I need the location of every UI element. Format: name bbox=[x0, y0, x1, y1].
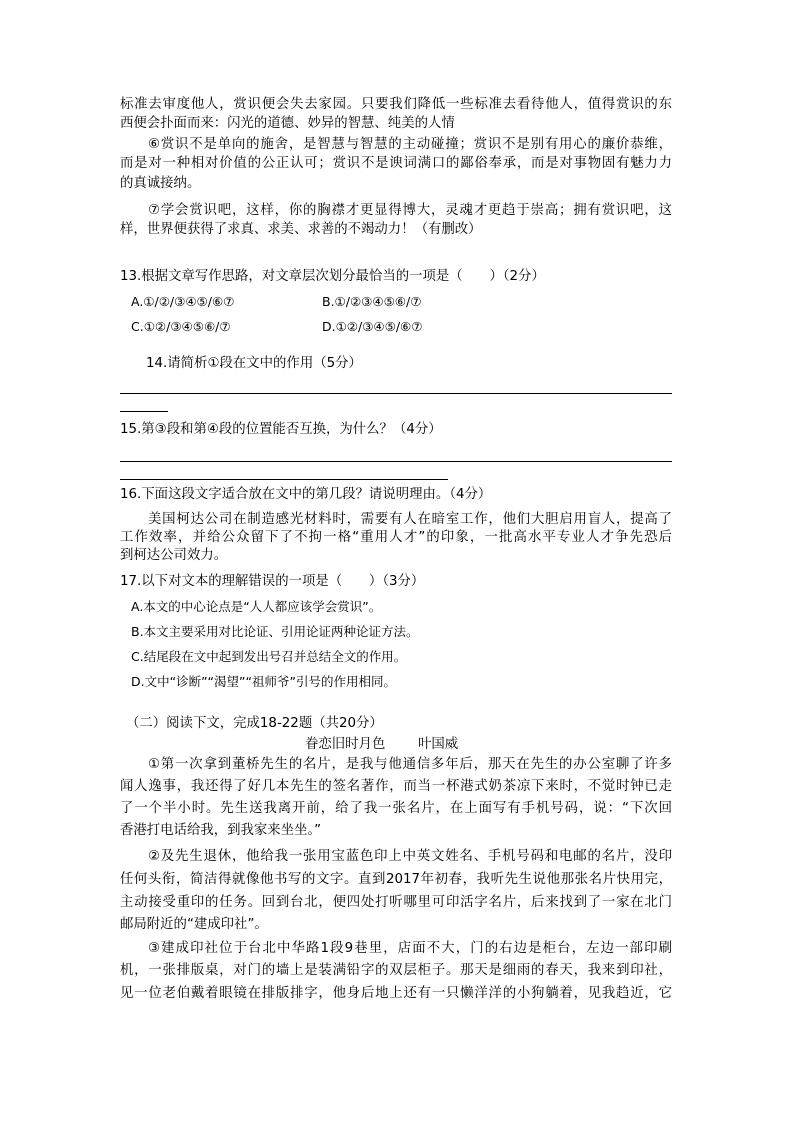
answer-line[interactable] bbox=[120, 411, 168, 412]
answer-line[interactable] bbox=[120, 461, 672, 462]
paragraph-line: 闻人逸事，我还得了好几本先生的签名著作，而当一杯港式奶茶凉下来时，不觉时钟已走 bbox=[120, 779, 672, 794]
paragraph-line: ②及先生退休，他给我一张用宝蓝色印上中英文姓名、手机号码和电邮的名片，没印 bbox=[148, 849, 672, 864]
question-prompt: 14.请简析①段在文中的作用（5分） bbox=[146, 356, 362, 371]
option-a[interactable]: A.①/②/③④⑤/⑥⑦ bbox=[131, 294, 235, 309]
article-title: 眷恋旧时月色 bbox=[305, 737, 386, 752]
quoted-text-line: 工作效率，并给公众留下了不拘一格“重用人才”的印象，一批高水平专业人才争先恐后 bbox=[120, 530, 672, 545]
option-c[interactable]: C.结尾段在文中起到发出号召并总结全文的作用。 bbox=[131, 649, 407, 664]
question-prompt: 15.第③段和第④段的位置能否互换，为什么？（4分） bbox=[120, 422, 442, 437]
paragraph-line: ⑥赏识不是单向的施舍，是智慧与智慧的主动碰撞；赏识不是别有用心的廉价恭维， bbox=[148, 137, 672, 152]
paragraph-line: 的真诚接纳。 bbox=[120, 176, 201, 191]
option-a[interactable]: A.本文的中心论点是“人人都应该学会赏识”。 bbox=[131, 599, 382, 614]
option-d[interactable]: D.文中“诊断”“渴望”“祖师爷”引号的作用相同。 bbox=[131, 674, 396, 689]
answer-line[interactable] bbox=[120, 393, 672, 394]
option-b[interactable]: B.①/②③④⑤⑥/⑦ bbox=[322, 294, 422, 309]
section-heading: （二）阅读下文，完成18-22题（共20分） bbox=[126, 716, 383, 731]
paragraph-line: 西便会扑面而来：闪光的道德、妙异的智慧、纯美的人情 bbox=[120, 116, 455, 131]
paragraph-line: ⑦学会赏识吧，这样，你的胸襟才更显得博大，灵魂才更趋于崇高；拥有赏识吧，这 bbox=[148, 203, 672, 218]
paragraph-line: 机，一张排版桌，对门的墙上是装满铅字的双层柜子。那天是细雨的春天，我来到印社， bbox=[120, 963, 672, 978]
option-c[interactable]: C.①②/③④⑤⑥/⑦ bbox=[131, 319, 231, 334]
paragraph-line: 邮局附近的“建成印社”。 bbox=[120, 917, 268, 932]
quoted-text-line: 美国柯达公司在制造感光材料时，需要有人在暗室工作，他们大胆启用盲人，提高了 bbox=[148, 512, 672, 527]
paragraph-line: 主动接受重印的任务。回到台北，便四处打听哪里可印活字名片，后来找到了一家在北门 bbox=[120, 895, 672, 910]
answer-line[interactable] bbox=[120, 479, 448, 480]
article-author: 叶国威 bbox=[418, 737, 459, 752]
paragraph-line: 见一位老伯戴着眼镜在排版排字，他身后地上还有一只懒洋洋的小狗躺着，见我趋近，它 bbox=[120, 986, 672, 1001]
quoted-text-line: 到柯达公司效力。 bbox=[120, 548, 228, 563]
option-d[interactable]: D.①②/③④⑤/⑥⑦ bbox=[322, 319, 423, 334]
paragraph-line: 而是对一种相对价值的公正认可；赏识不是谀词满口的鄙俗奉承，而是对事物固有魅力力 bbox=[120, 156, 672, 171]
paragraph-line: 香港打电话给我，到我家来坐坐。” bbox=[120, 823, 322, 838]
paragraph-line: ③建成印社位于台北中华路1段9巷里，店面不大，门的右边是柜台，左边一部印刷 bbox=[148, 941, 672, 956]
question-prompt: 17.以下对文本的理解错误的一项是（ ）（3分） bbox=[120, 574, 425, 589]
paragraph-line: 任何头衔，简洁得就像他书写的文字。直到2017年初春，我听先生说他那张名片快用完， bbox=[120, 872, 672, 887]
paragraph-line: 了一个半小时。先生送我离开前，给了我一张名片，在上面写有手机号码，说：“下次回 bbox=[120, 801, 672, 816]
paragraph-line: 标准去审度他人，赏识便会失去家园。只要我们降低一些标准去看待他人，值得赏识的东 bbox=[120, 97, 672, 112]
question-prompt: 16.下面这段文字适合放在文中的第几段？请说明理由。（4分） bbox=[120, 487, 492, 502]
paragraph-line: 样，世界便获得了求真、求美、求善的不竭动力！（有删改） bbox=[120, 222, 482, 237]
option-b[interactable]: B.本文主要采用对比论证、引用论证两种论证方法。 bbox=[131, 624, 419, 639]
paragraph-line: ①第一次拿到董桥先生的名片，是我与他通信多年后，那天在先生的办公室聊了许多 bbox=[148, 757, 672, 772]
question-prompt: 13.根据文章写作思路，对文章层次划分最恰当的一项是（ ）（2分） bbox=[120, 269, 545, 284]
